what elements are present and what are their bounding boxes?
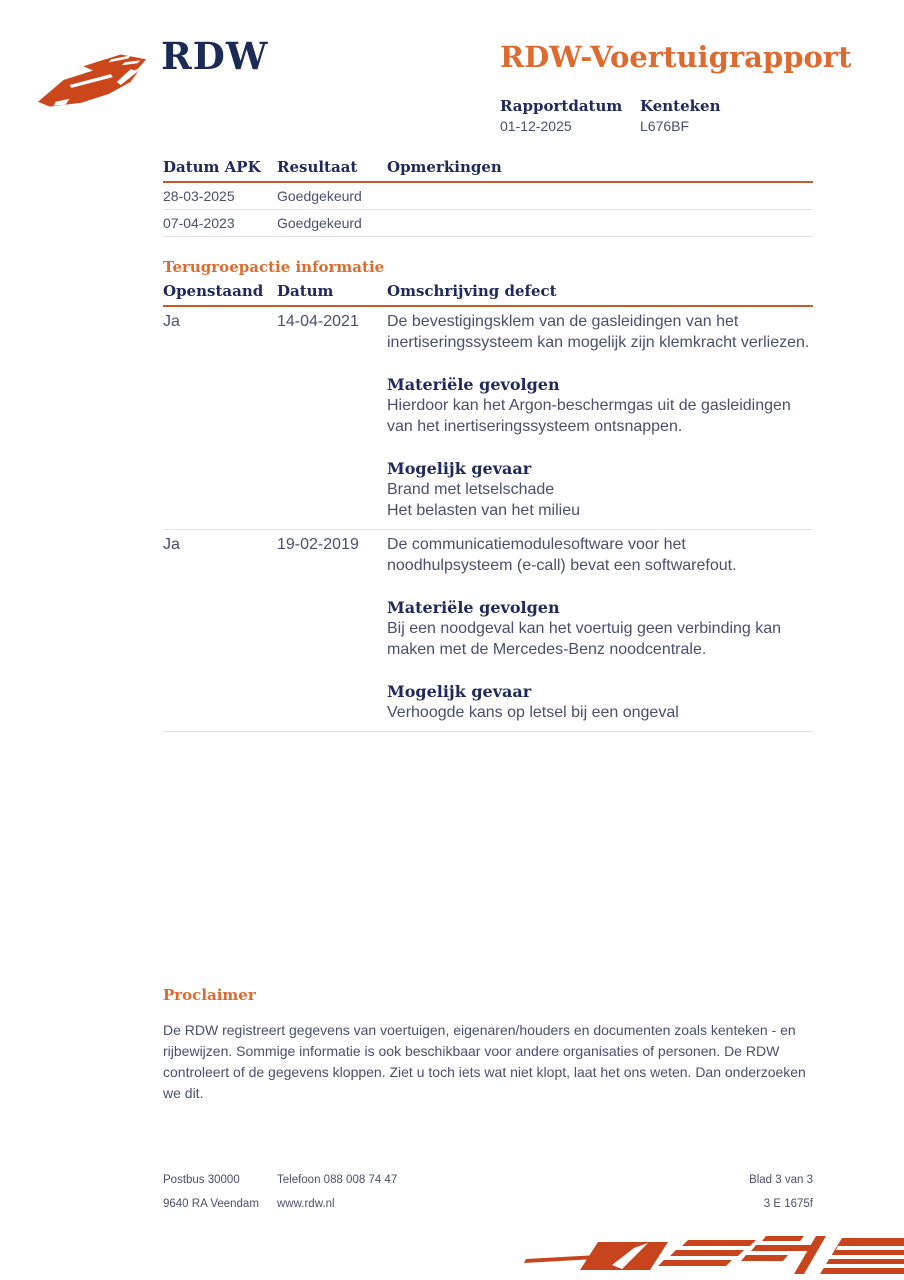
apk-remarks-cell <box>387 186 813 207</box>
possible-danger-line: Brand met letselschade <box>387 481 555 498</box>
footer-phone: Telefoon 088 008 74 47 <box>277 1174 398 1186</box>
defect-description: De communicatiemodulesoftware voor het noodhulpsysteem (e-call) bevat een softwarefout. <box>387 536 737 574</box>
footer-page-number: Blad 3 van 3 <box>749 1174 813 1186</box>
apk-date-cell: 07-04-2023 <box>163 215 235 231</box>
recall-open-cell: Ja <box>163 313 180 330</box>
possible-danger-line: Het belasten van het milieu <box>387 502 580 519</box>
defect-description: De bevestigingsklem van de gasleidingen van het inertiseringssysteem kan mogelijk zijn klemkracht verliezen. <box>387 313 810 351</box>
possible-danger-line: Verhoogde kans op letsel bij een ongeval <box>387 704 679 721</box>
proclaimer-section <box>163 986 813 1104</box>
recall-table-row <box>163 307 813 530</box>
apk-header-remarks: Opmerkingen <box>387 158 502 176</box>
recall-table-header-row <box>163 282 813 307</box>
apk-header-date: Datum APK <box>163 158 261 176</box>
proclaimer-title: Proclaimer <box>163 986 256 1004</box>
proclaimer-text: De RDW registreert gegevens van voertuigen, eigenaren/houders en documenten zoals kenteken - en rijbewijzen. Sommige informatie is ook beschikbaar voor andere organisaties of personen. De RDW controleert of de gegevens kloppen. Ziet u toch iets wat niet klopt, laat het ons weten. Dan onderzoeken we dit. <box>163 1022 806 1101</box>
recall-table-row <box>163 530 813 732</box>
recall-defect-cell <box>387 311 813 521</box>
possible-danger-label: Mogelijk gevaar <box>387 459 532 478</box>
material-consequences-text: Bij een noodgeval kan het voertuig geen verbinding kan maken met de Mercedes-Benz noodcentrale. <box>387 620 782 658</box>
material-consequences-label: Materiële gevolgen <box>387 375 560 394</box>
apk-table-row <box>163 210 813 237</box>
license-plate-label: Kenteken <box>640 97 721 115</box>
apk-date-cell: 28-03-2025 <box>163 188 235 204</box>
footer-doc-code: 3 E 1675f <box>763 1198 813 1210</box>
material-consequences-text: Hierdoor kan het Argon-beschermgas uit de gasleidingen van het inertiseringssysteem ontsnappen. <box>387 397 791 435</box>
apk-inspection-table <box>163 158 813 237</box>
recall-header-open: Openstaand <box>163 282 264 300</box>
recall-info-section <box>163 258 813 732</box>
footer-city: 9640 RA Veendam <box>163 1198 259 1210</box>
material-consequences-label: Materiële gevolgen <box>387 598 560 617</box>
page-footer <box>163 1168 813 1216</box>
report-date-value: 01-12-2025 <box>500 118 572 134</box>
apk-result-cell: Goedgekeurd <box>277 215 362 231</box>
footer-postbus: Postbus 30000 <box>163 1174 240 1186</box>
recall-defect-cell <box>387 534 813 723</box>
rdw-logotype: RDW <box>161 34 269 78</box>
recall-date-cell: 14-04-2021 <box>277 313 359 330</box>
possible-danger-label: Mogelijk gevaar <box>387 682 532 701</box>
recall-date-cell: 19-02-2019 <box>277 536 359 553</box>
recall-section-title: Terugroepactie informatie <box>163 258 385 276</box>
license-plate-value: L676BF <box>640 118 690 134</box>
footer-website-link[interactable]: www.rdw.nl <box>277 1198 335 1210</box>
apk-table-row <box>163 183 813 210</box>
apk-header-result: Resultaat <box>277 158 358 176</box>
rdw-wing-icon <box>36 50 164 116</box>
report-date-label: Rapportdatum <box>500 97 623 115</box>
apk-result-cell: Goedgekeurd <box>277 188 362 204</box>
page-title: RDW-Voertuigrapport <box>500 40 852 74</box>
recall-open-cell: Ja <box>163 536 180 553</box>
recall-header-defect: Omschrijving defect <box>387 282 557 300</box>
recall-header-date: Datum <box>277 282 334 300</box>
apk-table-header-row <box>163 158 813 183</box>
speed-lines-graphic <box>520 1228 904 1278</box>
apk-remarks-cell <box>387 213 813 234</box>
